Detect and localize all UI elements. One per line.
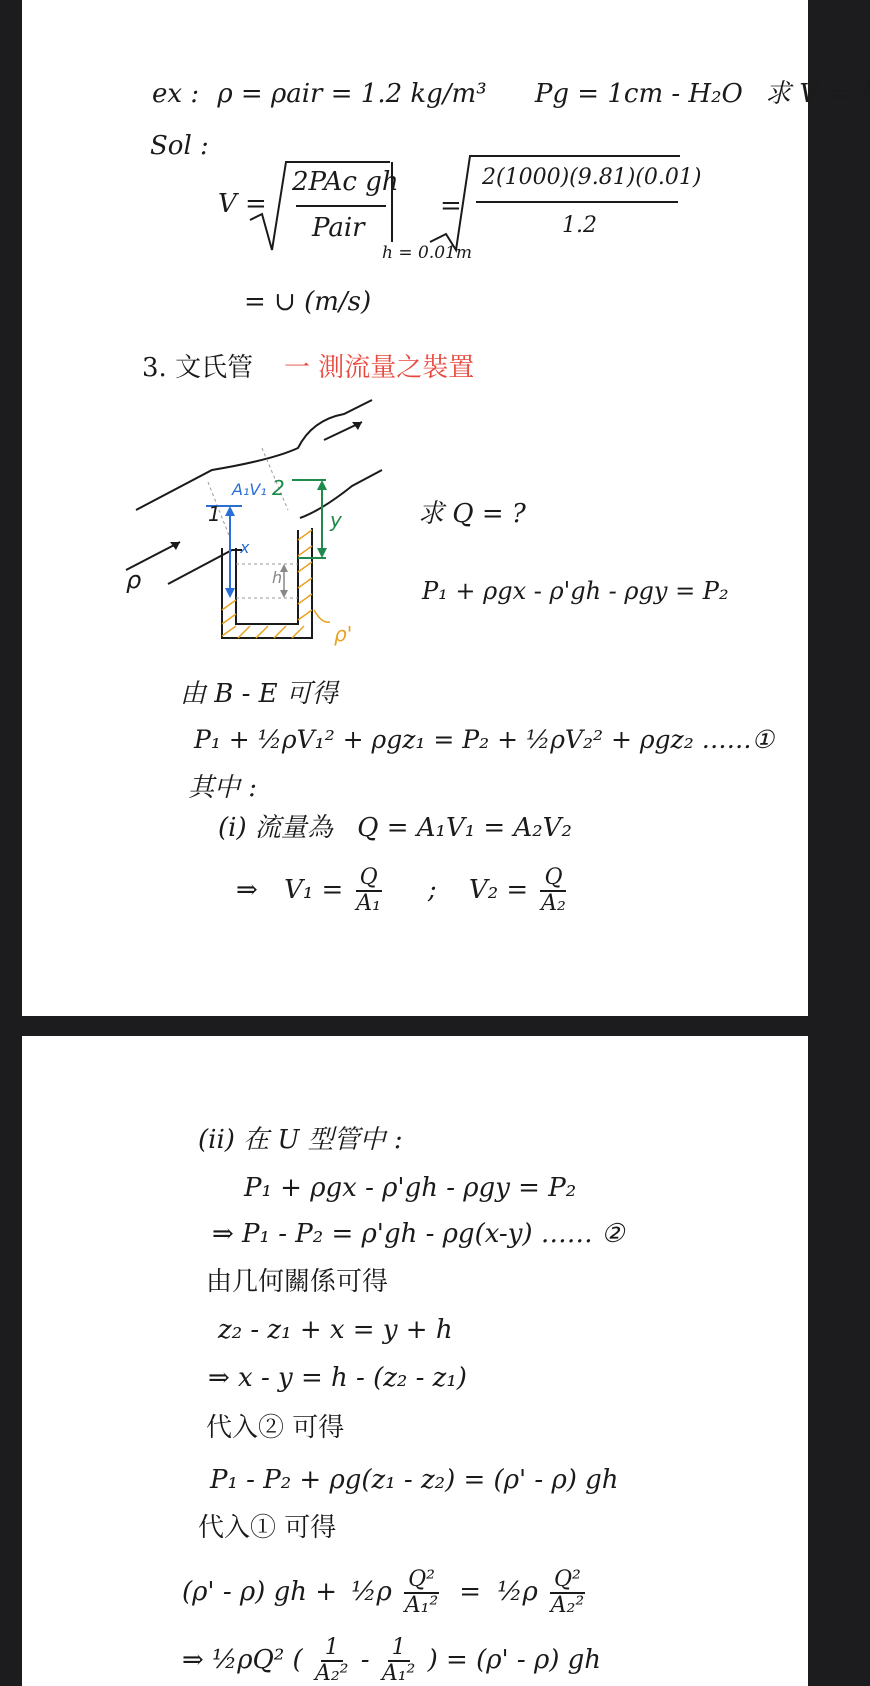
section-subtitle: 一 測流量之裝置 [284,353,475,383]
final-eq-frac2 [382,1636,416,1686]
final-eq-post: ) = (ρ' - ρ) gh [427,1645,602,1676]
notes-page-2 [22,1036,808,1686]
u-tube-label: (ii) 在 U 型管中 : [198,1125,403,1155]
notes-page-1 [22,0,870,1016]
where-label: 其中 : [188,773,258,803]
label-section-1: 1 [208,502,221,526]
result-line: = ∪ (m/s) [244,287,372,317]
energy-eq-rhs-half: ½ρ [497,1577,538,1608]
v1-denominator: A₁ [356,891,381,917]
energy-eq-equals: = [459,1577,481,1608]
final-eq-minus: - [360,1645,370,1676]
final-eq [182,1636,601,1686]
label-section-2: 2 [272,476,285,500]
energy-eq [182,1568,589,1618]
v1-lhs: V₁ = [284,875,344,906]
geometry-label: 由几何關係可得 [206,1267,389,1297]
v-lhs: V = [218,189,267,219]
energy-eq-frac-left [404,1568,439,1618]
ask-q: 求 Q = ? [418,499,526,529]
label-rho-prime: ρ' [334,622,353,646]
substitute-1-label: 代入① 可得 [198,1513,337,1543]
equals-sign: = [440,191,462,221]
sqrt-rhs-denominator: 1.2 [562,213,597,238]
v2-numerator: Q [540,866,566,892]
final-frac2-num: 1 [388,1636,410,1662]
sol-label: Sol : [150,131,209,161]
eval-subscript: h = 0.01m [382,243,472,263]
energy-eq-half: ½ρ [351,1577,392,1608]
final-frac1-num: 1 [321,1636,343,1662]
frac-right-den: A₂² [550,1593,585,1619]
given-pg: Pg = 1cm - H₂O [534,79,743,109]
final-frac2-den: A₁² [381,1661,416,1686]
v1-fraction [356,866,382,916]
v2-denominator: A₂ [541,891,566,917]
pressure-equation: P₁ + ρgx - ρ'gh - ρgy = P₂ [422,577,729,605]
energy-eq-lhs: (ρ' - ρ) gh + [182,1577,338,1608]
separator: ; [427,875,437,906]
label-a1v1: A₁V₁ [232,480,267,499]
frac-right-num: Q² [550,1568,585,1594]
v2-fraction [540,866,566,916]
combined-eq: P₁ - P₂ + ρg(z₁ - z₂) = (ρ' - ρ) gh [210,1465,619,1495]
implies-arrow: ⇒ [236,875,258,906]
ex-prefix: ex : [152,79,200,109]
frac-left-num: Q² [404,1568,439,1594]
example-line [152,80,870,109]
energy-eq-frac-right [550,1568,585,1618]
flow-i-eq: Q = A₁V₁ = A₂V₂ [357,813,572,843]
given-rho: ρ = ρair = 1.2 kg/m³ [217,79,487,109]
final-eq-pre: ⇒ ½ρQ² ( [182,1645,303,1676]
velocity-line [236,866,570,916]
venturi-diagram [122,410,422,650]
sqrt-rhs-numerator: 2(1000)(9.81)(0.01) [482,165,702,190]
label-y: y [330,508,342,532]
v2-lhs: V₂ = [468,875,529,906]
flow-i-label: (i) 流量為 [218,813,333,843]
v1-numerator: Q [356,866,382,892]
final-frac1-den: A₂² [314,1661,349,1686]
substitute-2-label: 代入② 可得 [206,1413,345,1443]
label-h: h [272,568,283,587]
flow-i-line [218,814,572,843]
u-tube-eq2: ⇒ P₁ - P₂ = ρ'gh - ρg(x-y) …… ② [212,1219,625,1249]
geometry-eq: z₂ - z₁ + x = y + h [218,1315,453,1345]
label-rho: ρ [126,566,142,594]
x-minus-y-eq: ⇒ x - y = h - (z₂ - z₁) [208,1363,467,1393]
ask-v: 求 V = ? [765,79,870,109]
section-title: 3. 文氏管 [142,353,254,383]
label-x: x [240,538,250,557]
u-tube-eq1: P₁ + ρgx - ρ'gh - ρgy = P₂ [244,1173,577,1203]
bernoulli-eq: P₁ + ½ρV₁² + ρgz₁ = P₂ + ½ρV₂² + ρgz₂ ……① [194,725,775,754]
frac-left-den: A₁² [404,1593,439,1619]
sqrt-lhs-denominator: Pair [312,213,365,243]
final-eq-frac1 [315,1636,349,1686]
from-be: 由 B - E 可得 [180,679,338,709]
sqrt-lhs-numerator: 2PAc gh [292,167,399,197]
